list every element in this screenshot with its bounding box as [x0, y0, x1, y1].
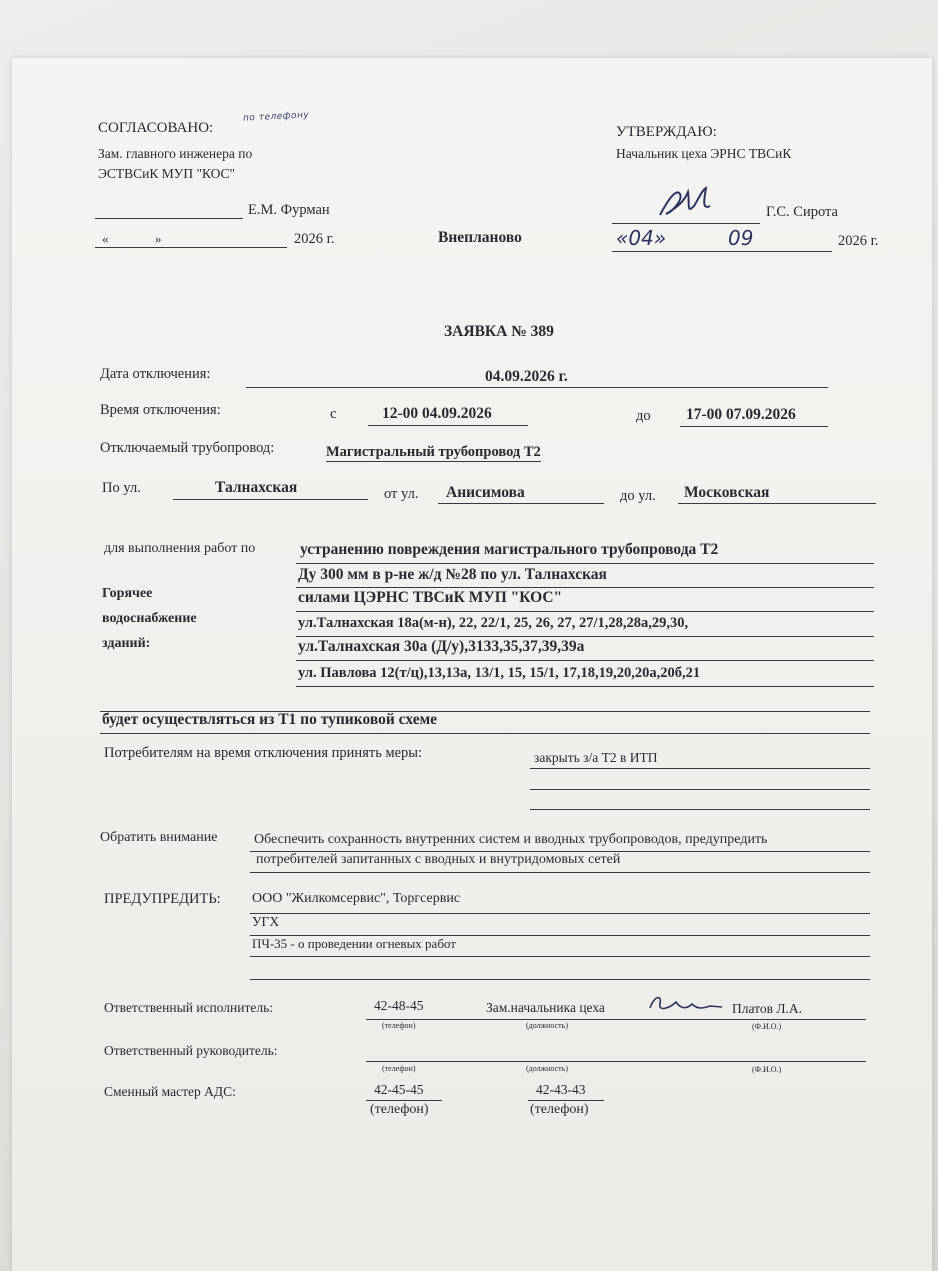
approval-day: «04» [616, 226, 667, 250]
left-date-year: 2026 г. [294, 231, 335, 247]
manager-line [366, 1061, 866, 1062]
shutdown-from-value: 12-00 04.09.2026 [382, 405, 492, 422]
works-underline-6 [296, 686, 874, 687]
executor-position: Зам.начальника цеха [486, 1000, 605, 1015]
executor-label: Ответственный исполнитель: [104, 1000, 274, 1015]
works-line-2: Ду 300 мм в р-не ж/д №28 по ул. Талнахская [298, 566, 607, 583]
attention-line-2: потребителей запитанных с вводных и внутридомовых сетей [256, 852, 621, 867]
left-position-line2: ЭСТВСиК МУП "КОС" [98, 166, 236, 181]
master-label: Сменный мастер АДС: [104, 1084, 236, 1099]
shutdown-from-line [368, 425, 528, 426]
measures-line-2 [530, 789, 870, 790]
from-street-value: Анисимова [446, 484, 525, 501]
executor-signature [642, 988, 726, 1018]
master-phone-2-line [528, 1100, 604, 1101]
attention-line-1: Обеспечить сохранность внутренних систем и вводных трубопроводов, предупредить [254, 832, 768, 847]
approve-label: УТВЕРЖДАЮ: [616, 124, 717, 140]
hot-water-label-1: Горячее [102, 586, 153, 601]
shutdown-to-label: до [636, 408, 651, 424]
to-street-label: до ул. [620, 488, 656, 504]
shutdown-time-label: Время отключения: [100, 402, 221, 418]
attention-label: Обратить внимание [100, 830, 218, 845]
supply-note: будет осуществляться из Т1 по тупиковой схеме [102, 711, 438, 728]
shutdown-date-label: Дата отключения: [100, 366, 211, 382]
shutdown-from-label: с [330, 406, 337, 422]
street-line [173, 499, 368, 500]
warn-line-2: УГХ [252, 914, 280, 929]
executor-line [366, 1019, 866, 1020]
shutdown-date-line [246, 387, 828, 388]
phone-approval-note: по телефону [242, 110, 310, 124]
shutdown-to-line [680, 426, 828, 427]
executor-phone: 42-48-45 [374, 998, 424, 1013]
left-date-line [95, 247, 287, 248]
shutdown-to-value: 17-00 07.09.2026 [686, 406, 796, 423]
to-street-line [678, 503, 876, 504]
works-line-4: ул.Талнахская 18а(м-н), 22, 22/1, 25, 26, 27, 27/1,28,28а,29,30, [298, 615, 689, 631]
works-underline-1 [296, 563, 874, 564]
document-title: ЗАЯВКА № 389 [444, 323, 554, 340]
left-position-line1: Зам. главного инженера по [98, 146, 253, 161]
left-date-close-quote: » [155, 231, 162, 246]
warn-underline-3 [250, 956, 870, 957]
pipeline-label: Отключаемый трубопровод: [100, 440, 275, 456]
supply-note-line [100, 733, 870, 734]
unscheduled-mark: Внепланово [438, 229, 522, 246]
master-phone-2: 42-43-43 [536, 1082, 586, 1097]
street-value: Талнахская [215, 479, 298, 496]
measures-label: Потребителям на время отключения принять меры: [104, 745, 423, 761]
works-underline-4 [296, 636, 874, 637]
measures-value: закрыть з/а Т2 в ИТП [534, 750, 658, 765]
measures-line-3 [530, 809, 870, 810]
master-phone-1-caption: (телефон) [370, 1102, 429, 1117]
hot-water-label-3: зданий: [102, 636, 151, 651]
executor-name: Платов Л.А. [732, 1001, 803, 1016]
works-label: для выполнения работ по [104, 541, 256, 556]
works-underline-2 [296, 587, 874, 588]
measures-line-1 [530, 768, 870, 769]
warn-underline-4 [250, 979, 870, 980]
from-street-label: от ул. [384, 486, 419, 502]
manager-phone-caption: (телефон) [382, 1064, 416, 1073]
works-line-5: ул.Талнахская 30а (Д/у),3133,35,37,39,39а [298, 638, 585, 655]
master-phone-2-caption: (телефон) [530, 1102, 589, 1117]
master-phone-1-line [366, 1100, 442, 1101]
executor-fio-caption: (Ф.И.О.) [752, 1022, 782, 1031]
warn-line-1: ООО "Жилкомсервис", Торгсервис [252, 891, 461, 906]
left-approver-name: Е.М. Фурман [248, 202, 330, 218]
executor-phone-caption: (телефон) [382, 1021, 416, 1030]
attention-underline-2 [250, 872, 870, 873]
approved-label: СОГЛАСОВАНО: [98, 120, 214, 136]
works-line-1: устранению повреждения магистрального трубопровода Т2 [300, 541, 719, 558]
left-date-open-quote: « [102, 231, 109, 246]
right-position: Начальник цеха ЭРНС ТВСиК [616, 146, 792, 161]
approval-month: 09 [728, 226, 754, 250]
left-signature-line [95, 218, 243, 219]
works-line-6: ул. Павлова 12(т/ц),13,13а, 13/1, 15, 15/1, 17,18,19,20,20а,20б,21 [298, 665, 701, 681]
warn-line-3: ПЧ-35 - о проведении огневых работ [252, 936, 456, 951]
right-date-line [612, 251, 832, 252]
works-underline-5 [296, 660, 874, 661]
manager-label: Ответственный руководитель: [104, 1043, 278, 1058]
from-street-line [438, 503, 604, 504]
to-street-value: Московская [684, 484, 770, 501]
right-signature-line [612, 223, 760, 224]
warn-label: ПРЕДУПРЕДИТЬ: [104, 891, 221, 907]
right-date-year: 2026 г. [838, 233, 879, 249]
works-underline-3 [296, 611, 874, 612]
shutdown-date-value: 04.09.2026 г. [485, 368, 568, 385]
warn-underline-1 [250, 913, 870, 914]
manager-fio-caption: (Ф.И.О.) [752, 1065, 782, 1074]
executor-position-caption: (должность) [526, 1021, 568, 1030]
street-label: По ул. [102, 480, 141, 496]
manager-position-caption: (должность) [526, 1064, 568, 1073]
master-phone-1: 42-45-45 [374, 1082, 424, 1097]
hot-water-label-2: водоснабжение [102, 611, 197, 626]
works-line-3: силами ЦЭРНС ТВСиК МУП "КОС" [298, 589, 563, 606]
pipeline-value: Магистральный трубопровод Т2 [326, 444, 541, 460]
right-approver-name: Г.С. Сирота [766, 204, 838, 220]
